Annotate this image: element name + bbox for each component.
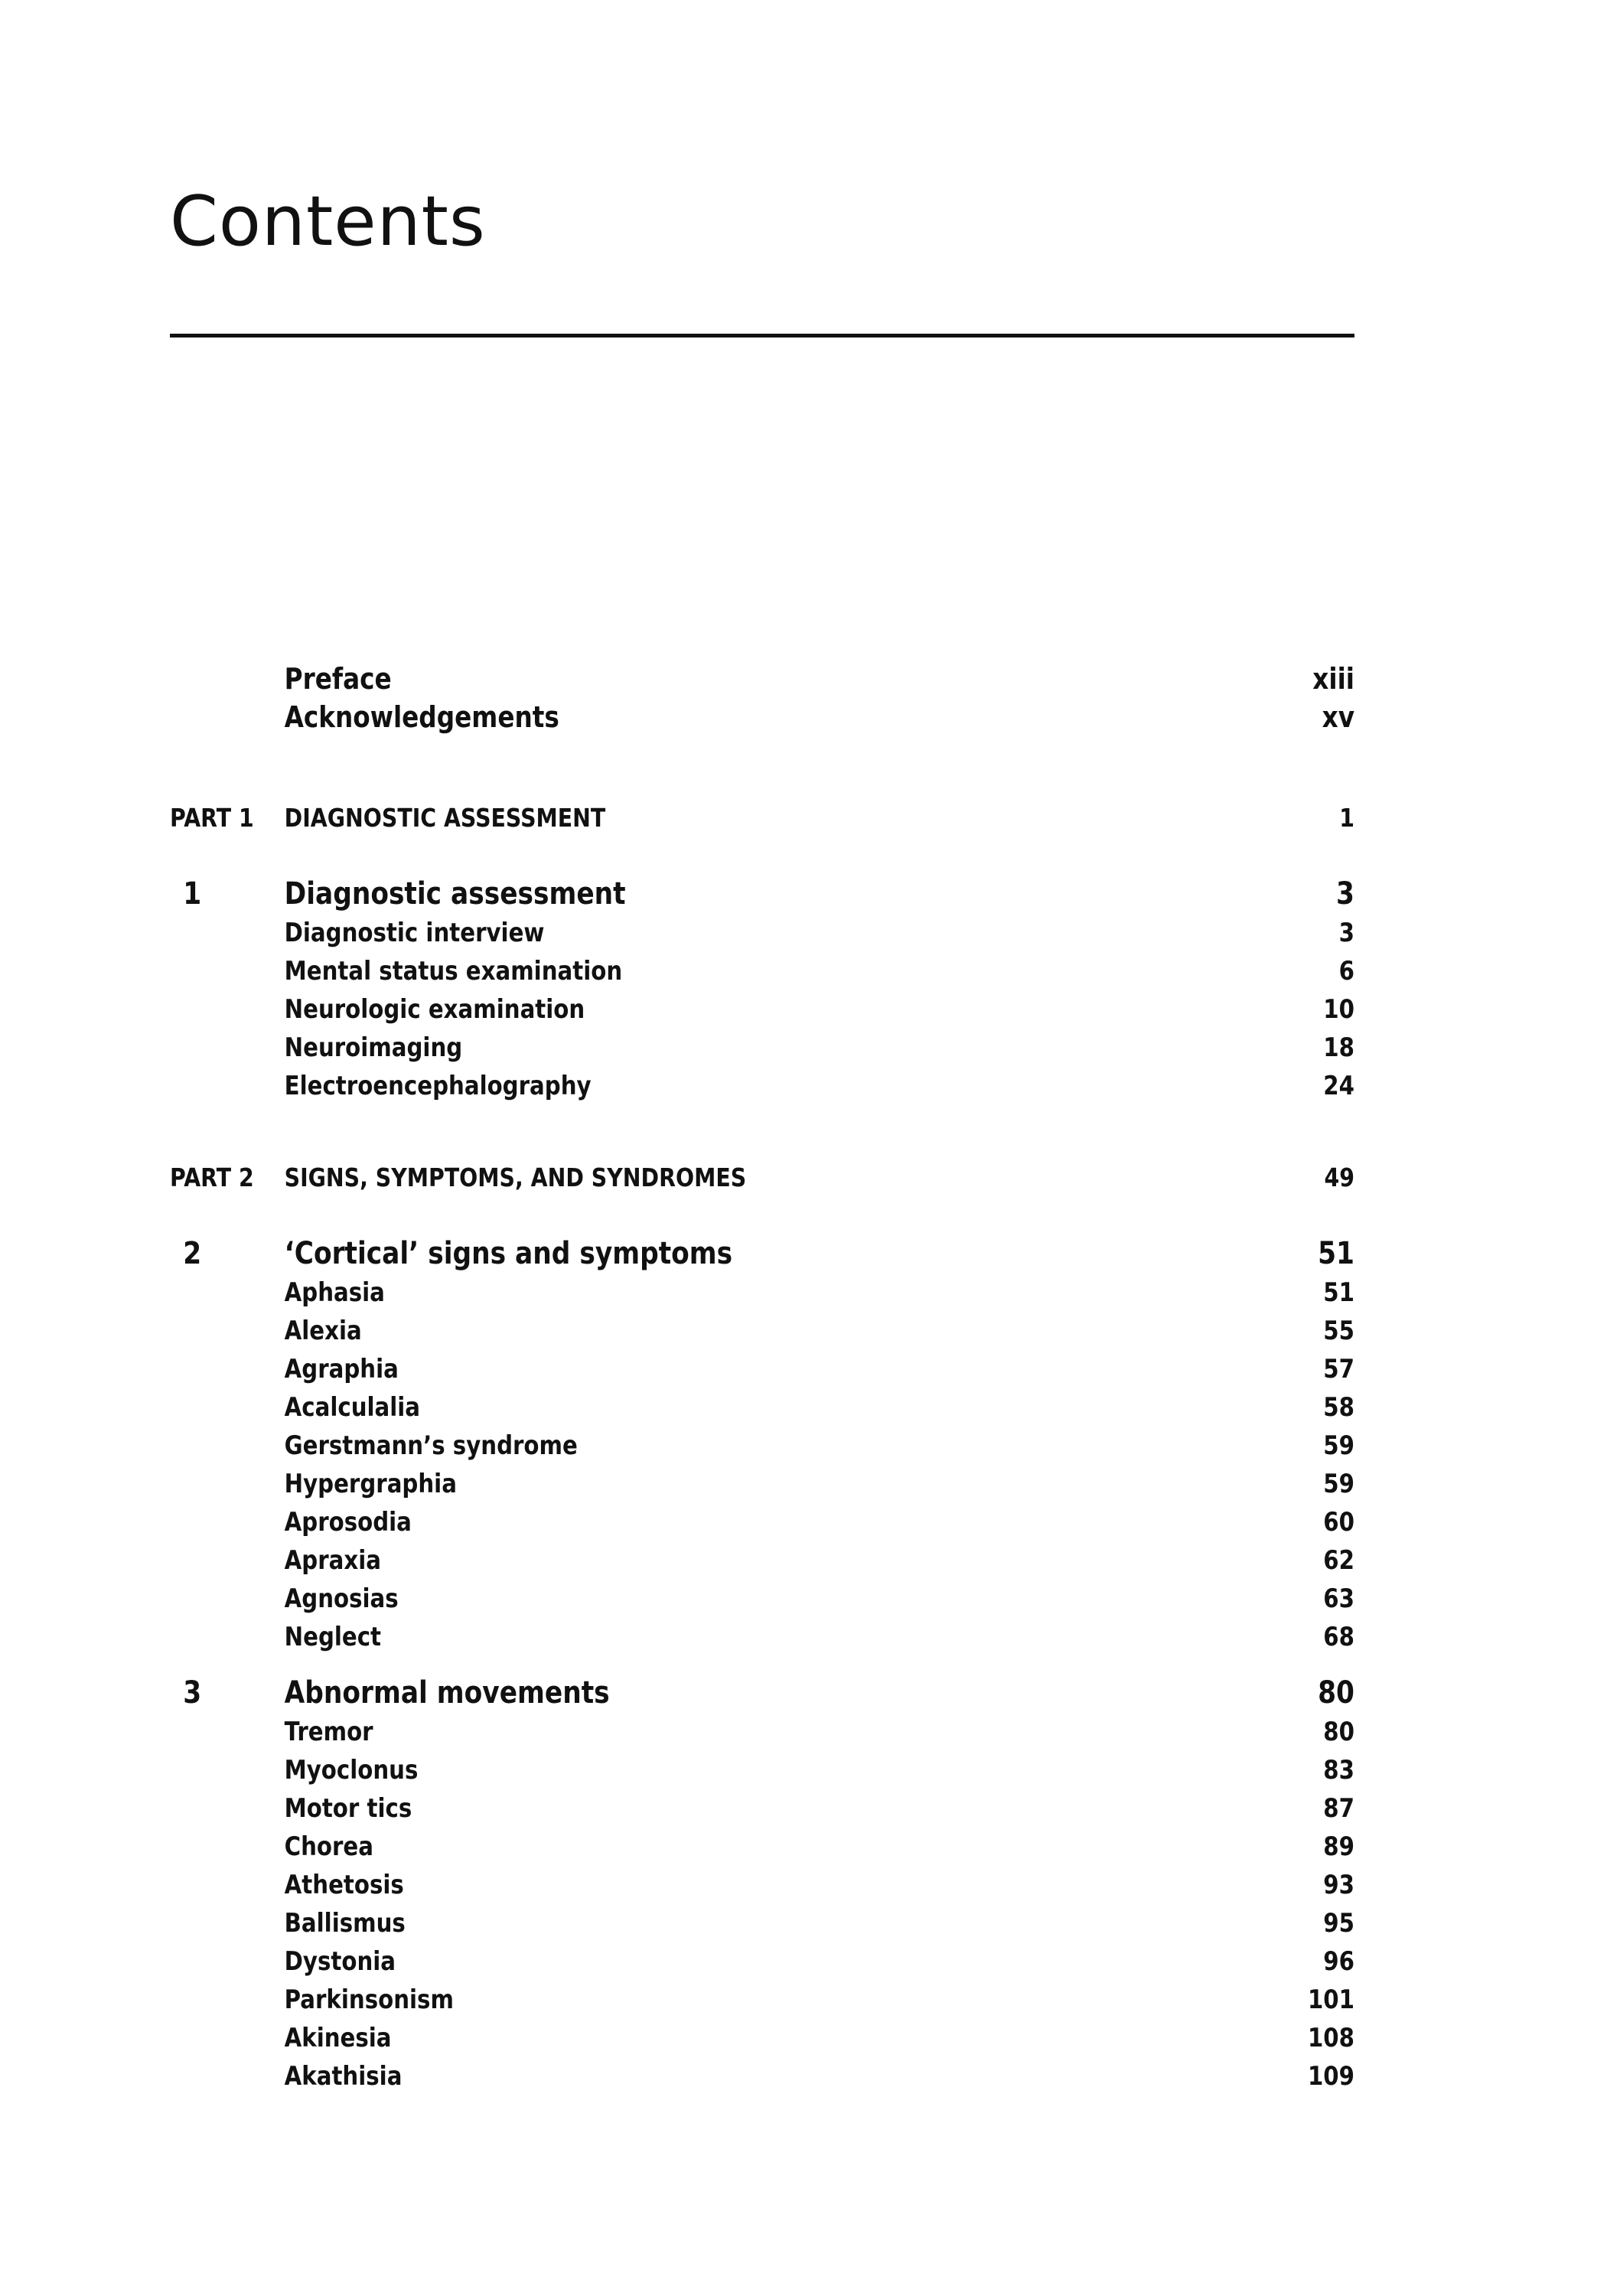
toc-section[interactable] — [170, 2057, 1354, 2095]
toc-chapter-1[interactable] — [170, 874, 1354, 914]
toc-section[interactable] — [170, 1312, 1354, 1350]
section-label: Mental status examination — [284, 956, 623, 987]
entry-page: xv — [1322, 700, 1354, 734]
section-label: Neurologic examination — [284, 994, 585, 1025]
section-page: 80 — [1323, 1717, 1354, 1747]
section-page: 57 — [1323, 1354, 1354, 1384]
section-page: 62 — [1323, 1545, 1354, 1576]
part-label: DIAGNOSTIC ASSESSMENT — [284, 803, 606, 833]
page-title: Contents — [170, 181, 486, 262]
part-label: SIGNS, SYMPTOMS, AND SYNDROMES — [284, 1163, 747, 1192]
section-label: Akinesia — [284, 2023, 392, 2053]
entry-page: xiii — [1312, 662, 1354, 696]
table-of-contents — [170, 660, 1354, 2095]
toc-section[interactable] — [170, 914, 1354, 952]
toc-section[interactable] — [170, 1904, 1354, 1942]
toc-section[interactable] — [170, 1029, 1354, 1067]
section-page: 6 — [1338, 956, 1354, 987]
toc-part-1[interactable] — [170, 799, 1354, 837]
section-label: Ballismus — [284, 1908, 406, 1939]
section-page: 59 — [1323, 1430, 1354, 1461]
chapter-number: 1 — [183, 876, 202, 912]
toc-section[interactable] — [170, 952, 1354, 990]
toc-section[interactable] — [170, 1580, 1354, 1618]
toc-section[interactable] — [170, 1541, 1354, 1580]
section-page: 24 — [1323, 1071, 1354, 1101]
chapter-page: 3 — [1336, 876, 1354, 912]
section-label: Acalculalia — [284, 1392, 421, 1423]
toc-part-2[interactable] — [170, 1159, 1354, 1197]
toc-section[interactable] — [170, 1274, 1354, 1312]
toc-section[interactable] — [170, 1942, 1354, 1981]
toc-entry-preface[interactable] — [170, 660, 1354, 698]
toc-section[interactable] — [170, 1067, 1354, 1105]
section-page: 60 — [1323, 1507, 1354, 1538]
section-page: 83 — [1323, 1755, 1354, 1786]
toc-section[interactable] — [170, 1866, 1354, 1904]
toc-section[interactable] — [170, 1828, 1354, 1866]
section-label: Alexia — [284, 1316, 362, 1346]
toc-section[interactable] — [170, 1465, 1354, 1503]
toc-section[interactable] — [170, 1618, 1354, 1656]
toc-section[interactable] — [170, 1981, 1354, 2019]
section-label: Akathisia — [284, 2061, 403, 2092]
toc-section[interactable] — [170, 1350, 1354, 1388]
section-page: 10 — [1323, 994, 1354, 1025]
section-page: 59 — [1323, 1469, 1354, 1499]
section-label: Tremor — [284, 1717, 373, 1747]
section-page: 93 — [1323, 1870, 1354, 1900]
toc-chapter-2[interactable] — [170, 1234, 1354, 1274]
part-number: PART 2 — [170, 1163, 254, 1192]
section-page: 109 — [1307, 2061, 1354, 2092]
entry-label: Acknowledgements — [284, 700, 559, 734]
section-page: 58 — [1323, 1392, 1354, 1423]
section-page: 3 — [1338, 918, 1354, 948]
part-page: 49 — [1324, 1163, 1354, 1192]
section-label: Parkinsonism — [284, 1985, 454, 2015]
section-page: 87 — [1323, 1793, 1354, 1824]
section-label: Electroencephalography — [284, 1071, 592, 1101]
section-label: Gerstmann’s syndrome — [284, 1430, 578, 1461]
toc-section[interactable] — [170, 1713, 1354, 1751]
chapter-label: Abnormal movements — [284, 1675, 610, 1711]
toc-entry-acknowledgements[interactable] — [170, 698, 1354, 736]
section-label: Motor tics — [284, 1793, 412, 1824]
section-page: 55 — [1323, 1316, 1354, 1346]
section-label: Hypergraphia — [284, 1469, 457, 1499]
toc-section[interactable] — [170, 1789, 1354, 1828]
section-label: Neglect — [284, 1622, 382, 1652]
title-rule — [170, 334, 1354, 338]
section-label: Agnosias — [284, 1583, 399, 1614]
section-page: 108 — [1307, 2023, 1354, 2053]
section-label: Aphasia — [284, 1277, 385, 1308]
section-label: Diagnostic interview — [284, 918, 545, 948]
section-label: Neuroimaging — [284, 1032, 463, 1063]
section-label: Athetosis — [284, 1870, 404, 1900]
chapter-label: Diagnostic assessment — [284, 876, 626, 912]
section-label: Agraphia — [284, 1354, 399, 1384]
toc-section[interactable] — [170, 2019, 1354, 2057]
section-page: 18 — [1323, 1032, 1354, 1063]
section-page: 63 — [1323, 1583, 1354, 1614]
part-page: 1 — [1339, 803, 1354, 833]
chapter-number: 2 — [183, 1236, 202, 1271]
section-label: Myoclonus — [284, 1755, 419, 1786]
section-page: 96 — [1323, 1946, 1354, 1977]
section-label: Aprosodia — [284, 1507, 412, 1538]
section-page: 51 — [1323, 1277, 1354, 1308]
toc-chapter-3[interactable] — [170, 1673, 1354, 1713]
section-label: Apraxia — [284, 1545, 381, 1576]
toc-section[interactable] — [170, 1751, 1354, 1789]
section-page: 68 — [1323, 1622, 1354, 1652]
toc-section[interactable] — [170, 990, 1354, 1029]
toc-section[interactable] — [170, 1503, 1354, 1541]
entry-label: Preface — [284, 662, 392, 696]
chapter-page: 51 — [1318, 1236, 1354, 1271]
section-page: 101 — [1307, 1985, 1354, 2015]
chapter-number: 3 — [183, 1675, 202, 1711]
section-page: 95 — [1323, 1908, 1354, 1939]
chapter-label: ‘Cortical’ signs and symptoms — [284, 1236, 733, 1271]
section-label: Chorea — [284, 1831, 373, 1862]
part-number: PART 1 — [170, 803, 254, 833]
toc-section[interactable] — [170, 1427, 1354, 1465]
toc-section[interactable] — [170, 1388, 1354, 1427]
section-label: Dystonia — [284, 1946, 396, 1977]
section-page: 89 — [1323, 1831, 1354, 1862]
chapter-page: 80 — [1318, 1675, 1354, 1711]
